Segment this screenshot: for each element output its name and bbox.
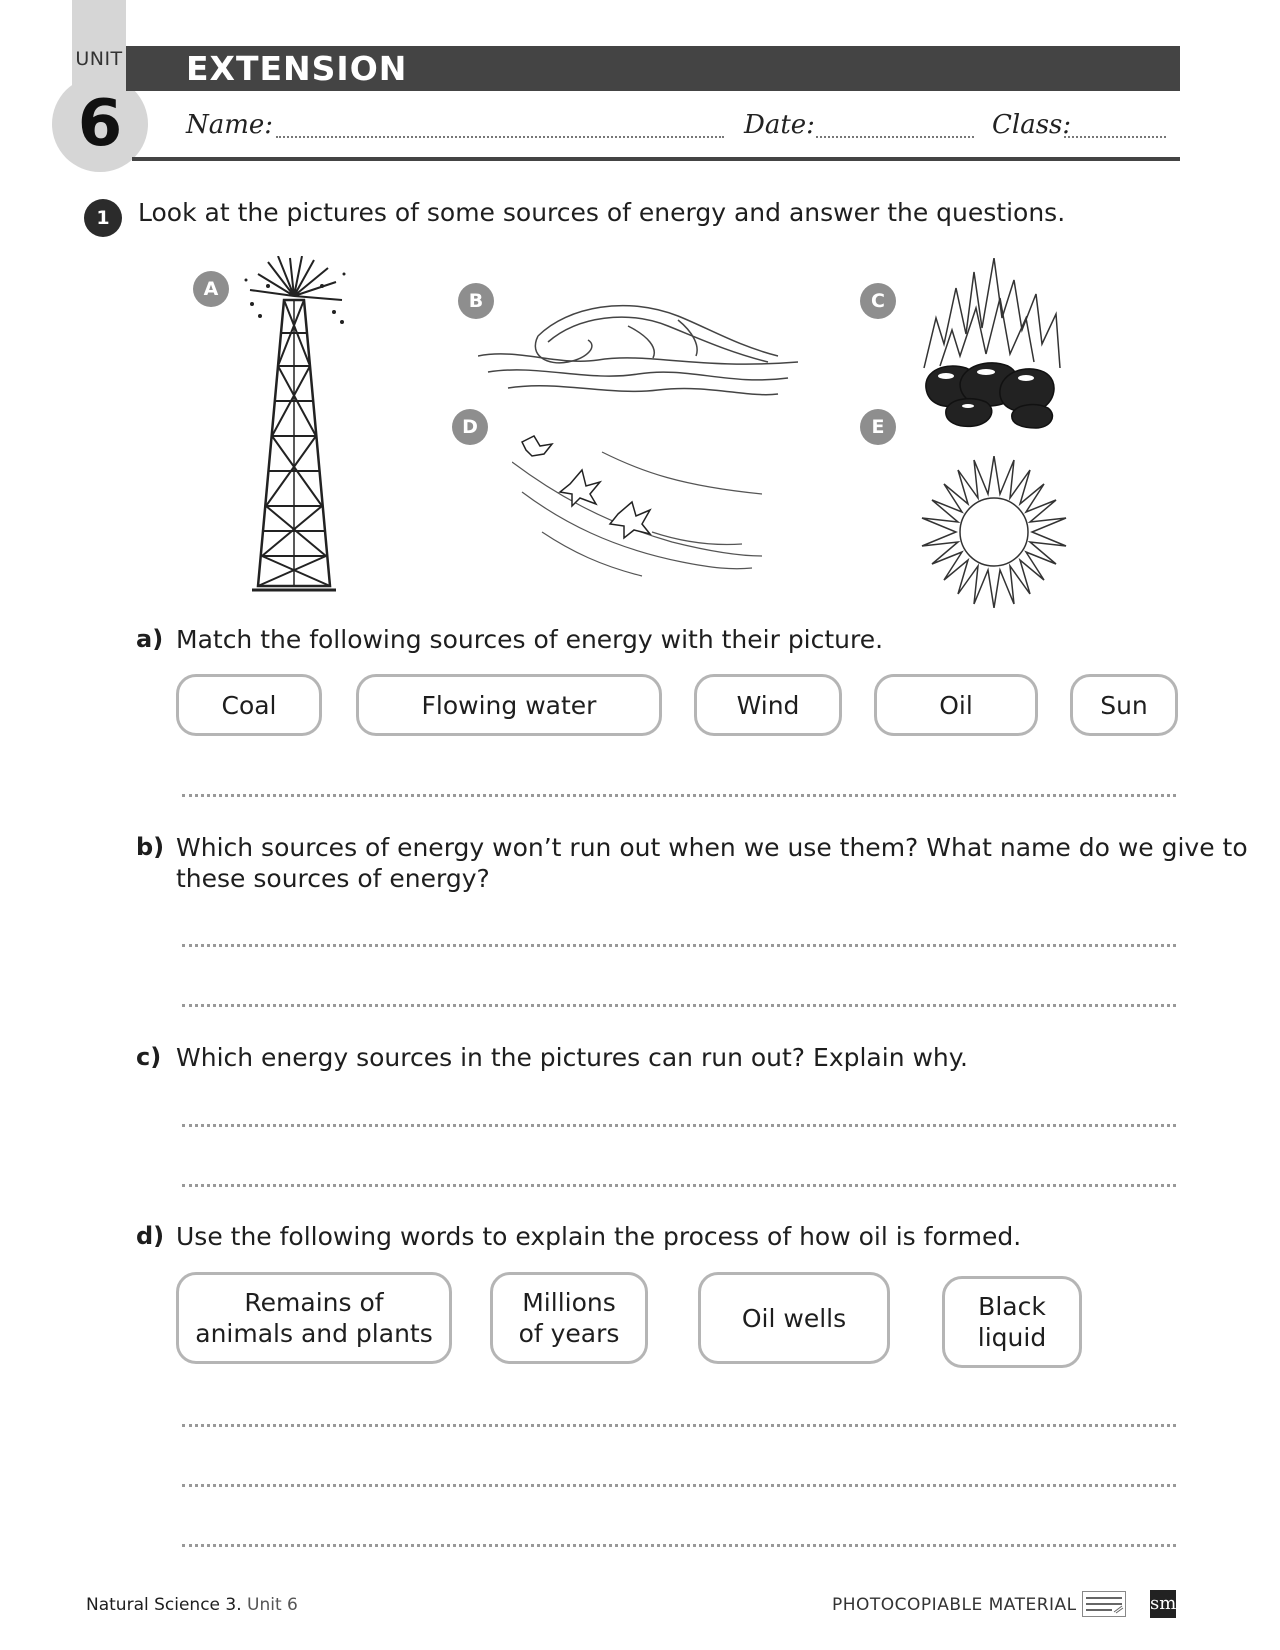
class-label: Class: — [992, 110, 1072, 140]
picture-label-a: A — [193, 271, 229, 307]
answer-line-d2[interactable] — [182, 1484, 1176, 1487]
word-box-coal: Coal — [176, 674, 322, 736]
picture-label-d: D — [452, 409, 488, 445]
word-box-sun: Sun — [1070, 674, 1178, 736]
word-box-wind: Wind — [694, 674, 842, 736]
word-box-flowing-water: Flowing water — [356, 674, 662, 736]
word-box-remains-line-2: animals and plants — [195, 1319, 433, 1348]
word-box-oil-wells — [698, 1272, 890, 1364]
word-box-millions — [490, 1272, 648, 1364]
footer-unit: Unit 6 — [247, 1595, 298, 1615]
name-label: Name: — [186, 110, 274, 140]
answer-line-d1[interactable] — [182, 1424, 1176, 1427]
part-d-text: Use the following words to explain the process of how oil is formed. — [176, 1222, 1022, 1251]
picture-label-c: C — [860, 283, 896, 319]
footer-book-title: Natural Science 3. — [86, 1595, 242, 1615]
answer-line-b2[interactable] — [182, 1004, 1176, 1007]
picture-label-e: E — [860, 409, 896, 445]
publisher-logo: sm — [1150, 1590, 1176, 1618]
word-box-oil-wells-text: Oil wells — [741, 1303, 847, 1333]
word-box-millions-line-1: Millions — [522, 1288, 616, 1317]
word-box-black-liquid — [942, 1276, 1082, 1368]
part-c-letter: c) — [136, 1043, 162, 1071]
answer-line-d3[interactable] — [182, 1544, 1176, 1547]
question-number: 1 — [84, 199, 122, 237]
footer-book-info — [86, 1595, 298, 1615]
burning-coal-icon — [916, 258, 1076, 438]
word-box-oil: Oil — [874, 674, 1038, 736]
word-box-black-liquid-line-2: liquid — [977, 1323, 1047, 1352]
part-d-letter: d) — [136, 1222, 165, 1250]
answer-line-c2[interactable] — [182, 1184, 1176, 1187]
unit-label: UNIT — [75, 48, 123, 70]
class-field[interactable] — [1064, 136, 1166, 138]
part-b-line-2: these sources of energy? — [176, 864, 490, 893]
word-box-millions-line-2: of years — [518, 1319, 620, 1348]
date-field[interactable] — [816, 136, 974, 138]
word-box-remains-line-1: Remains of — [244, 1288, 384, 1317]
answer-line-b1[interactable] — [182, 944, 1176, 947]
date-label: Date: — [744, 110, 815, 140]
word-box-remains — [176, 1272, 452, 1364]
sun-icon — [918, 456, 1070, 608]
unit-number: 6 — [77, 87, 123, 161]
answer-line-a1[interactable] — [182, 794, 1176, 797]
university-dayton-logo — [1082, 1591, 1126, 1617]
wind-leaves-icon — [512, 432, 772, 582]
part-b-letter: b) — [136, 833, 165, 861]
part-a-text: Match the following sources of energy with their picture. — [176, 625, 884, 654]
waves-icon — [478, 296, 798, 408]
part-c-text: Which energy sources in the pictures can run out? Explain why. — [176, 1043, 968, 1072]
page-title: EXTENSION — [186, 49, 408, 88]
footer-photocopiable: PHOTOCOPIABLE MATERIAL — [832, 1595, 1077, 1615]
word-box-black-liquid-line-1: Black — [978, 1292, 1046, 1321]
picture-label-b: B — [458, 283, 494, 319]
answer-line-c1[interactable] — [182, 1124, 1176, 1127]
oil-derrick-icon — [238, 256, 350, 608]
part-a-letter: a) — [136, 625, 164, 653]
header-divider — [132, 157, 1180, 161]
part-b-line-1: Which sources of energy won’t run out when we use them? What name do we give to — [176, 833, 1248, 862]
question-text: Look at the pictures of some sources of energy and answer the questions. — [138, 198, 1066, 227]
name-field[interactable] — [276, 136, 724, 138]
